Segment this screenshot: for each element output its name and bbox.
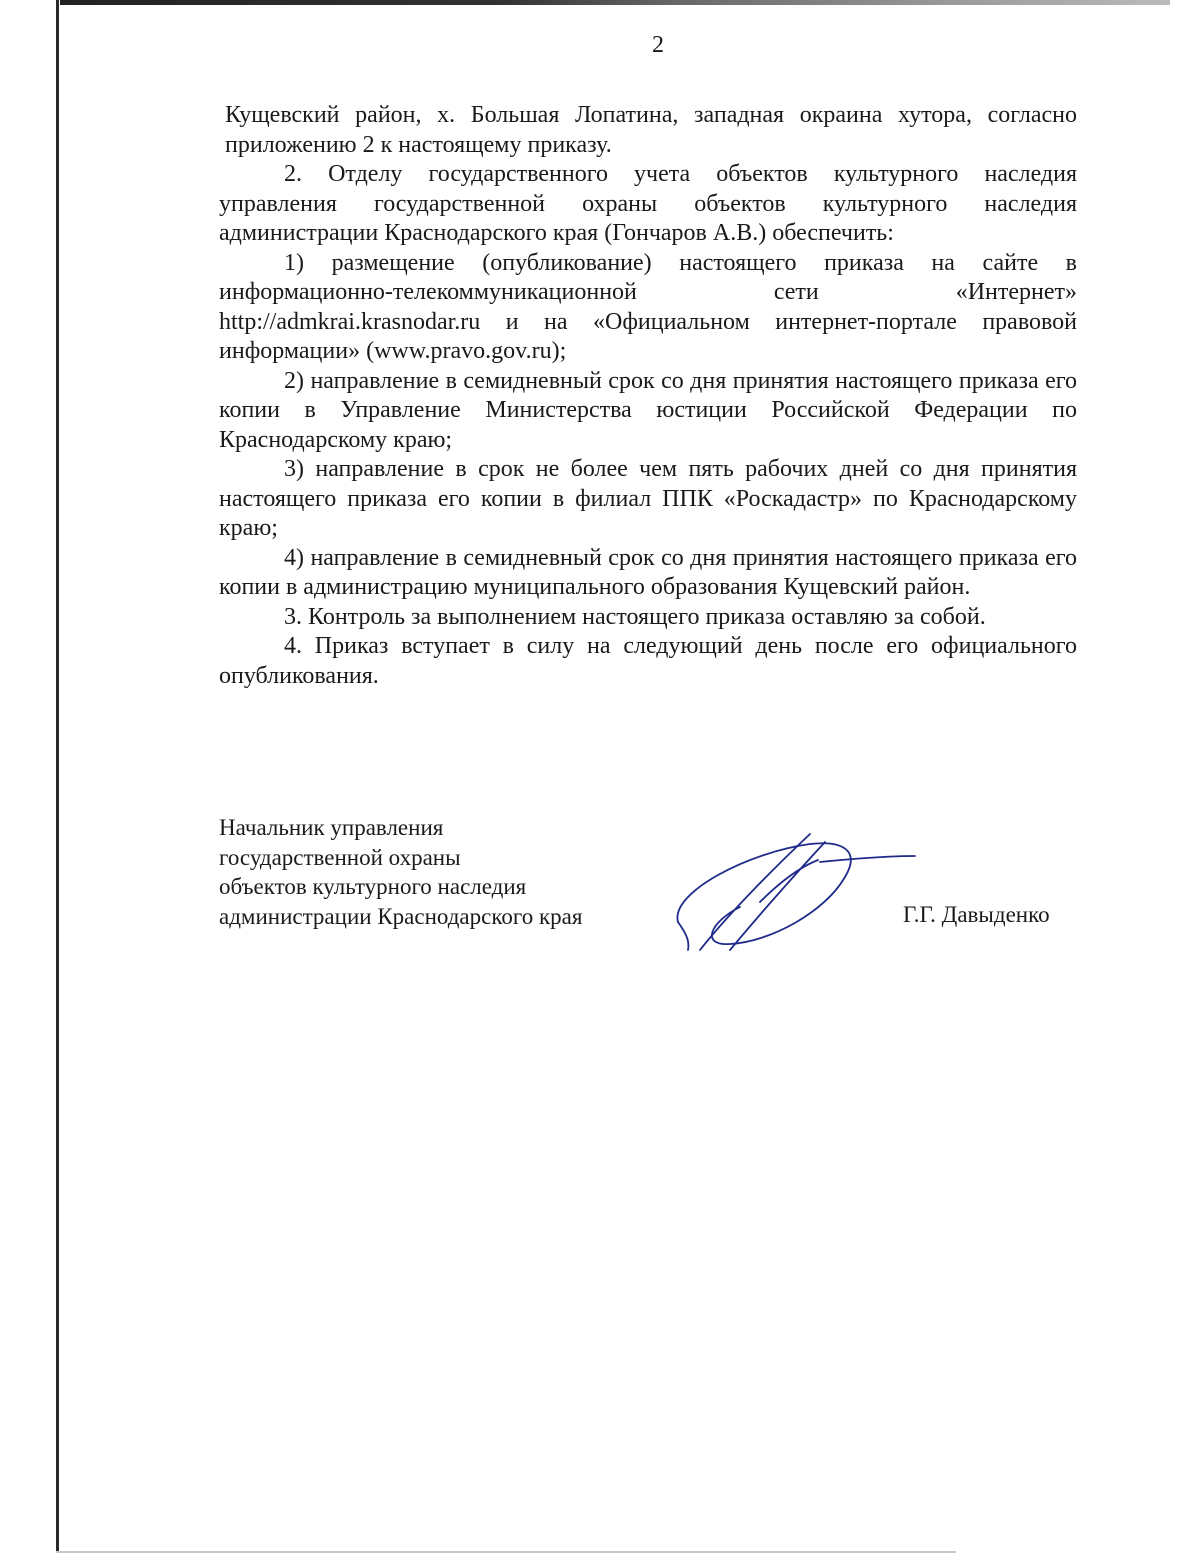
scan-left-edge — [56, 0, 59, 1553]
signature-title-line: объектов культурного наследия — [219, 874, 527, 899]
paragraph-item-2: 2. Отделу государственного учета объектов культурного наследия управления государственной охраны объектов культурного наследия администрации Краснодарского края (Гончаров А.В.) обеспечить: — [219, 161, 1077, 246]
paragraph-item-3: 3. Контроль за выполнением настоящего приказа оставляю за собой. — [284, 603, 986, 630]
paragraph-item-4: 4. Приказ вступает в силу на следующий день после его официального опубликования. — [219, 633, 1077, 689]
handwritten-signature — [660, 822, 920, 962]
scan-top-edge — [60, 0, 1170, 5]
signer-name: Г.Г. Давыденко — [903, 902, 1050, 927]
page-number: 2 — [652, 32, 664, 58]
subparagraph-2: 2) направление в семидневный срок со дня принятия настоящего приказа его копии в Управление Министерства юстиции Российской Федерации по Краснодарскому краю; — [219, 367, 1077, 453]
signature-title-line: государственной охраны — [219, 844, 461, 870]
subparagraph-3: 3) направление в срок не более чем пять рабочих дней со дня принятия настоящего приказа его копии в филиал ППК «Роскадастр» по Краснодарскому краю; — [219, 456, 1077, 541]
subparagraph-1: 1) размещение (опубликование) настоящего приказа на сайте в информационно-телекоммуникационной сети «Интернет» http://admkrai.krasnodar.ru и на «Официальном интернет-портале правовой информации» (www.pravo.gov.ru); — [219, 249, 1077, 364]
subparagraph-4: 4) направление в семидневный срок со дня принятия настоящего приказа его копии в администрацию муниципального образования Кущевский район. — [219, 544, 1077, 600]
signature-title-line: администрации Краснодарского края — [219, 903, 583, 929]
signature-title — [219, 813, 582, 931]
document-body — [219, 101, 1077, 691]
paragraph-continuation: Кущевский район, х. Большая Лопатина, западная окраина хутора, согласно приложению 2 к настоящему приказу. — [225, 102, 1077, 158]
signature-title-line: Начальник управления — [219, 815, 444, 840]
